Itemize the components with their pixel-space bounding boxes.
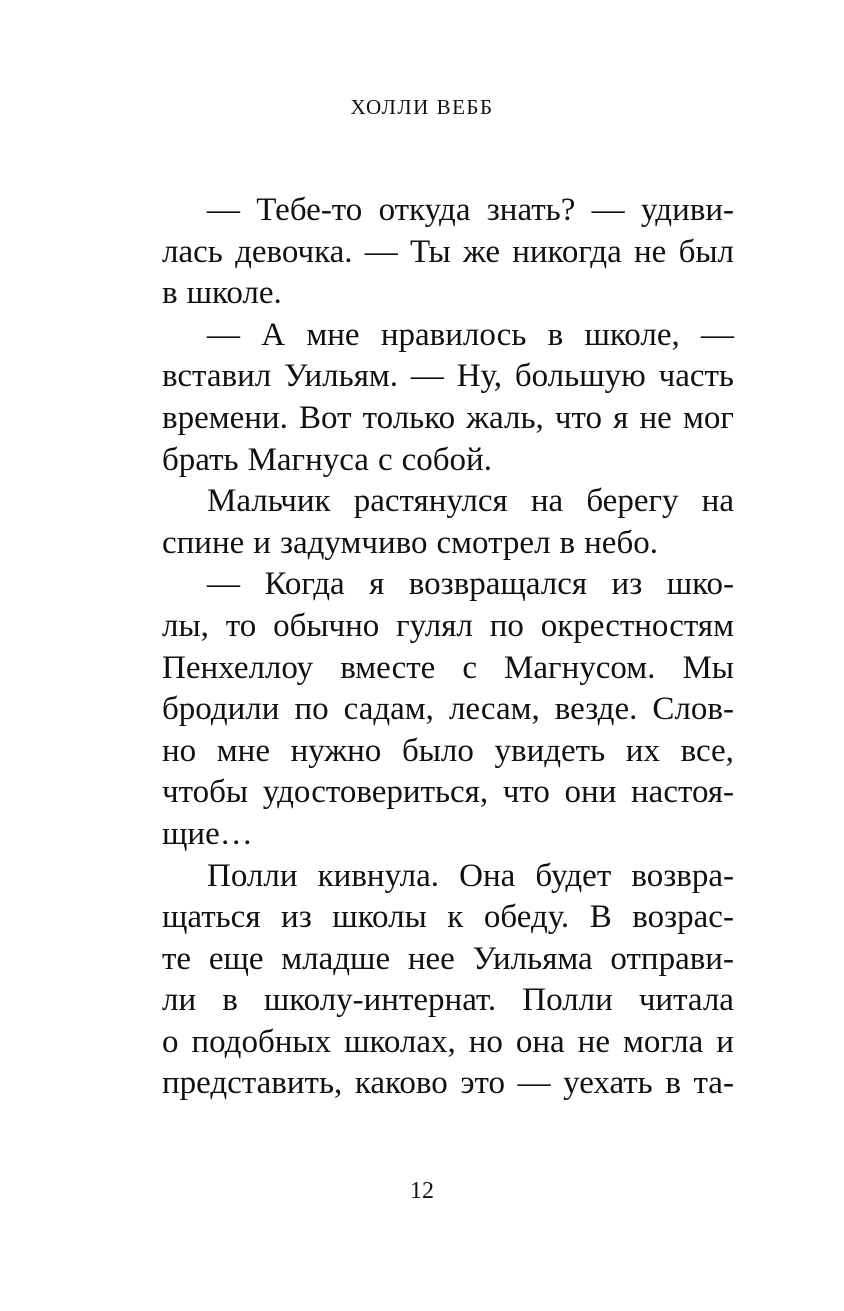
word: Магнусом.	[504, 649, 656, 686]
word: в	[162, 275, 178, 312]
word: —	[700, 316, 734, 353]
word: шко-	[666, 566, 734, 603]
text-line	[162, 315, 734, 357]
word: Полли	[207, 857, 298, 894]
word: —	[207, 316, 240, 353]
word: смотрел	[436, 524, 551, 561]
word: нужно	[290, 732, 382, 769]
word: не	[577, 1023, 610, 1060]
word: Тебе-то	[256, 192, 363, 228]
word: я	[369, 566, 385, 603]
page-number: 12	[410, 1178, 434, 1204]
word: нее	[407, 940, 455, 977]
word: Пенхеллоу	[162, 649, 314, 686]
text-line	[162, 980, 734, 1022]
word: о	[162, 1023, 179, 1060]
word: в	[547, 316, 564, 353]
word: знать?	[486, 192, 576, 228]
word: с	[377, 441, 393, 478]
word: отправи-	[610, 940, 734, 977]
word: жаль,	[466, 399, 544, 436]
word: окрестностям	[540, 607, 734, 644]
text-line	[162, 648, 734, 690]
text-line	[162, 856, 734, 898]
text-line	[162, 398, 734, 440]
word: их	[625, 732, 660, 769]
word: только	[362, 399, 456, 436]
word: что	[502, 774, 550, 811]
word: Она	[459, 857, 516, 894]
word: подобных	[191, 1023, 332, 1060]
word: нравилось	[380, 316, 527, 353]
word: вставил	[162, 358, 272, 395]
word: читала	[638, 982, 734, 1019]
word: в	[222, 982, 238, 1019]
word: гулял	[396, 607, 473, 644]
word: школе,	[584, 316, 680, 353]
word: уехать	[563, 1065, 653, 1102]
text-line	[162, 356, 734, 398]
word: возвра-	[631, 857, 734, 894]
word: мне	[306, 316, 360, 353]
word: на	[701, 483, 734, 520]
word: небо.	[584, 524, 658, 561]
word: Ну,	[456, 358, 502, 395]
text-line	[162, 273, 734, 315]
word: Уильяма	[472, 940, 593, 977]
word: настоя-	[631, 774, 734, 811]
word: брать	[162, 441, 239, 478]
word: возвращался	[408, 566, 588, 603]
word: не	[639, 399, 672, 436]
word: все,	[680, 732, 734, 769]
word: —	[207, 566, 240, 603]
word: могла	[622, 1023, 704, 1060]
word: Когда	[264, 566, 345, 603]
word: задумчиво	[279, 524, 428, 561]
word: по	[489, 607, 524, 644]
word: в	[665, 1065, 681, 1102]
word: —	[207, 192, 240, 228]
word: школы	[332, 899, 427, 936]
word: берегу	[586, 483, 679, 520]
text-line	[162, 232, 734, 274]
word: к	[447, 899, 464, 936]
word: собой.	[401, 441, 492, 478]
text-line	[162, 440, 734, 482]
word: вместе	[340, 649, 436, 686]
word: девочка.	[235, 233, 353, 270]
word: ли	[162, 982, 197, 1019]
word: времени.	[162, 399, 288, 436]
word: Мальчик	[207, 483, 331, 520]
word: она	[515, 1023, 565, 1060]
word: будет	[535, 857, 612, 894]
text-line	[162, 481, 734, 523]
word: школу-интернат.	[263, 982, 497, 1019]
word: Магнуса	[247, 441, 369, 478]
word: школе.	[186, 275, 282, 312]
word: из	[611, 566, 643, 603]
word: спине	[162, 524, 245, 561]
word: обычно	[273, 607, 380, 644]
body-text	[162, 190, 734, 1105]
text-line	[162, 1022, 734, 1064]
word: но	[162, 732, 197, 769]
word: школах,	[344, 1023, 456, 1060]
word: представить,	[162, 1065, 343, 1102]
word: откуда	[378, 192, 471, 228]
word: младше	[281, 940, 391, 977]
word: бродили	[162, 691, 280, 728]
word: мог	[682, 399, 734, 436]
word: лы,	[162, 607, 209, 644]
word: но	[468, 1023, 503, 1060]
word: никогда	[512, 233, 622, 270]
word: А	[261, 316, 286, 353]
text-line	[162, 939, 734, 981]
text-line	[162, 689, 734, 731]
word: растянулся	[353, 483, 508, 520]
word: то	[225, 607, 257, 644]
word: —	[517, 1065, 551, 1102]
word: и	[253, 524, 271, 561]
word: щаться	[162, 899, 261, 936]
word: те	[162, 940, 192, 977]
word: та-	[693, 1065, 734, 1102]
word: Уильям.	[284, 358, 399, 395]
word: чтобы	[162, 774, 249, 811]
word: они	[564, 774, 617, 811]
word: по	[294, 691, 329, 728]
text-line	[162, 772, 734, 814]
word: с	[462, 649, 477, 686]
word: из	[281, 899, 312, 936]
word: же	[462, 233, 500, 270]
running-head: ХОЛЛИ ВЕББ	[350, 95, 494, 119]
word: —	[591, 192, 625, 228]
word: удиви-	[640, 192, 734, 228]
word: возрас-	[632, 899, 734, 936]
word: что	[554, 399, 603, 436]
word: было	[401, 732, 474, 769]
word: еще	[208, 940, 264, 977]
word: увидеть	[494, 732, 606, 769]
word: лесам,	[448, 691, 540, 728]
word: я	[613, 399, 629, 436]
word: —	[364, 233, 398, 270]
word: большую	[514, 358, 646, 395]
word: и	[716, 1023, 734, 1060]
word: садам,	[343, 691, 434, 728]
word: В	[589, 899, 612, 936]
word: не	[634, 233, 667, 270]
text-line	[162, 731, 734, 773]
text-line	[162, 814, 734, 856]
word: —	[410, 358, 444, 395]
word: мне	[216, 732, 270, 769]
text-line	[162, 564, 734, 606]
text-line	[162, 606, 734, 648]
word: был	[678, 233, 734, 270]
word: обеду.	[483, 899, 570, 936]
word: на	[530, 483, 564, 520]
text-line	[162, 523, 734, 565]
word: щие…	[162, 815, 253, 852]
word: Мы	[682, 649, 734, 686]
word: каково	[354, 1065, 448, 1102]
text-line	[162, 190, 734, 232]
word: это	[460, 1065, 505, 1102]
word: Вот	[299, 399, 352, 436]
word: Слов-	[652, 691, 734, 728]
text-line	[162, 1063, 734, 1105]
word: в	[559, 524, 576, 561]
word: кивнула.	[317, 857, 439, 894]
word: часть	[658, 358, 734, 395]
word: Полли	[522, 982, 613, 1019]
word: лась	[162, 233, 223, 270]
word: удостовериться,	[262, 774, 489, 811]
word: Ты	[410, 233, 451, 270]
text-line	[162, 897, 734, 939]
word: везде.	[554, 691, 638, 728]
